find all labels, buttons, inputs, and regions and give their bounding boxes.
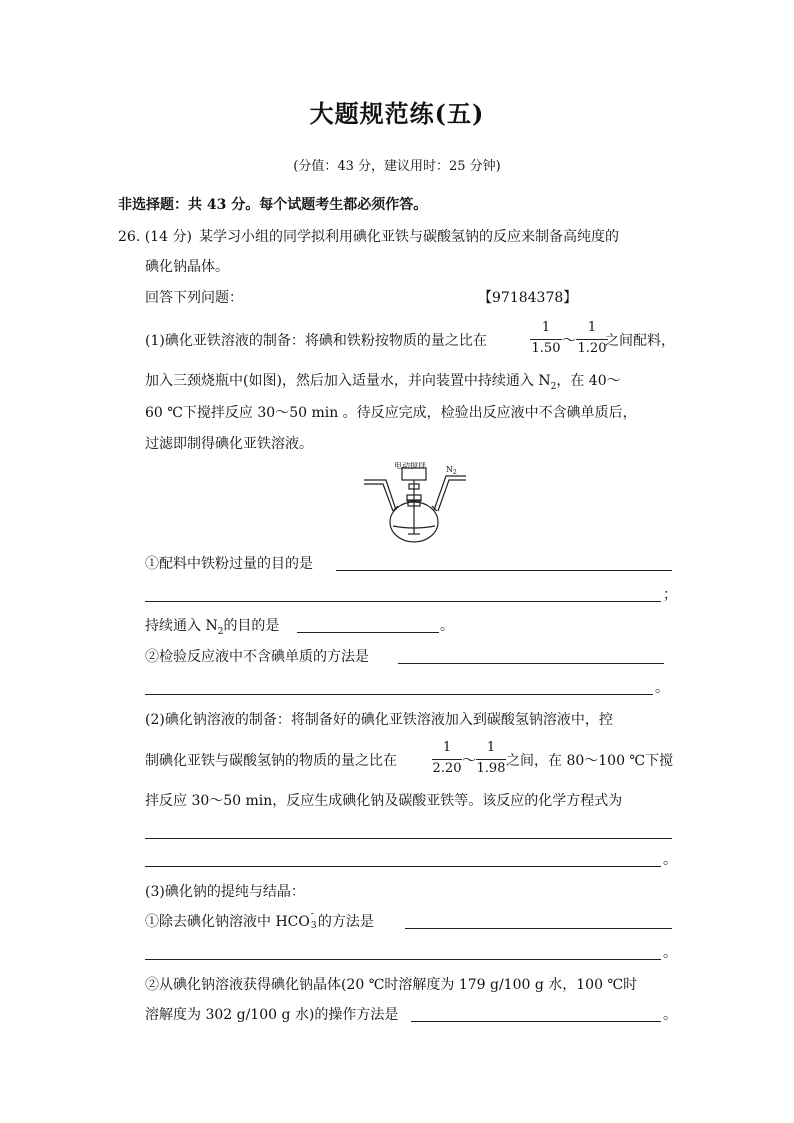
part1-text-b: 之间配料， (605, 333, 675, 349)
q3-2-end: 。 (663, 1007, 677, 1023)
question-number: 26. (14 分) (118, 229, 192, 245)
q1-2-end: 。 (440, 618, 454, 634)
part2-end: 。 (663, 852, 677, 868)
q1-3-end: 。 (655, 680, 669, 696)
q1-3-answer-line-1[interactable] (398, 663, 664, 664)
page-subtitle: (分值：43 分，建议用时：25 分钟) (293, 159, 501, 174)
part1-line3: 60 ℃下搅拌反应 30～50 min 。待反应完成，检验出反应液中不含碘单质后， (145, 405, 637, 421)
question-stem-line1: 某学习小组的同学拟利用碘化亚铁与碳酸氢钠的反应来制备高纯度的 (199, 229, 619, 245)
part1-text-a: (1)碘化亚铁溶液的制备：将碘和铁粉按物质的量之比在 (145, 333, 487, 349)
part2-text-a: 制碘化亚铁与碳酸氢钠的物质的量之比在 (145, 753, 397, 769)
part1-fraction-2: 1 1.20 (577, 320, 607, 356)
section-intro: 非选择题：共 43 分。每个试题考生都必须作答。 (118, 197, 428, 213)
q1-1-answer-line-1[interactable] (336, 570, 672, 571)
q1-3-answer-line-2[interactable] (145, 694, 653, 695)
q1-1-end: ； (663, 587, 677, 603)
q3-1-label: ①除去碘化钠溶液中 HCO - 3 的方法是 (145, 909, 374, 931)
part2-line1: (2)碘化钠溶液的制备：将制备好的碘化亚铁溶液加入到碳酸氢钠溶液中，控 (145, 712, 613, 728)
q3-2-line1: ②从碘化钠溶液获得碘化钠晶体(20 ℃时溶解度为 179 g/100 g 水，100 ℃时 (145, 977, 638, 993)
q1-1-label: ①配料中铁粉过量的目的是 (145, 556, 313, 572)
q1-2-label: 持续通入 $N_2$的目的是 (145, 618, 280, 637)
part2-answer-line-1[interactable] (145, 838, 672, 839)
part1-fraction-1: 1 1.50 (531, 320, 561, 356)
part2-fraction-1: 1 2.20 (432, 740, 462, 776)
flask-diagram-icon (360, 462, 470, 548)
question-code: 【97184378】 (478, 290, 578, 306)
q3-1-end: 。 (663, 945, 677, 961)
part2-text-b: 之间，在 80～100 ℃下搅 (506, 753, 674, 769)
q3-2-answer-line[interactable] (411, 1021, 661, 1022)
part2-answer-line-2[interactable] (145, 866, 661, 867)
q3-1-answer-line-1[interactable] (405, 928, 672, 929)
stirrer-label: 电动搅拌 (394, 462, 426, 470)
part2-tilde: ～ (462, 753, 476, 769)
part1-line2: 加入三颈烧瓶中(如图)，然后加入适量水，并向装置中持续通入 $N_2$，在 40～ (145, 373, 621, 392)
q1-2-answer-line[interactable] (297, 632, 439, 633)
part2-line3: 拌反应 30～50 min，反应生成碘化钠及碳酸亚铁等。该反应的化学方程式为 (145, 793, 623, 809)
part3-heading: (3)碘化钠的提纯与结晶： (145, 884, 305, 900)
part2-fraction-2: 1 1.98 (476, 740, 506, 776)
question-prompt: 回答下列问题： (145, 290, 243, 306)
q1-1-answer-line-2[interactable] (145, 601, 661, 602)
part1-line4: 过滤即制得碘化亚铁溶液。 (145, 436, 313, 452)
q1-3-label: ②检验反应液中不含碘单质的方法是 (145, 649, 369, 665)
page-title: 大题规范练(五) (309, 99, 485, 128)
three-neck-flask-figure (360, 462, 470, 552)
part1-tilde: ～ (562, 333, 576, 349)
q3-1-answer-line-2[interactable] (145, 959, 661, 960)
question-stem-line2: 碘化钠晶体。 (145, 259, 229, 275)
q3-2-line2: 溶解度为 302 g/100 g 水)的操作方法是 (145, 1007, 399, 1023)
gas-label: $N_2$ (446, 465, 457, 476)
